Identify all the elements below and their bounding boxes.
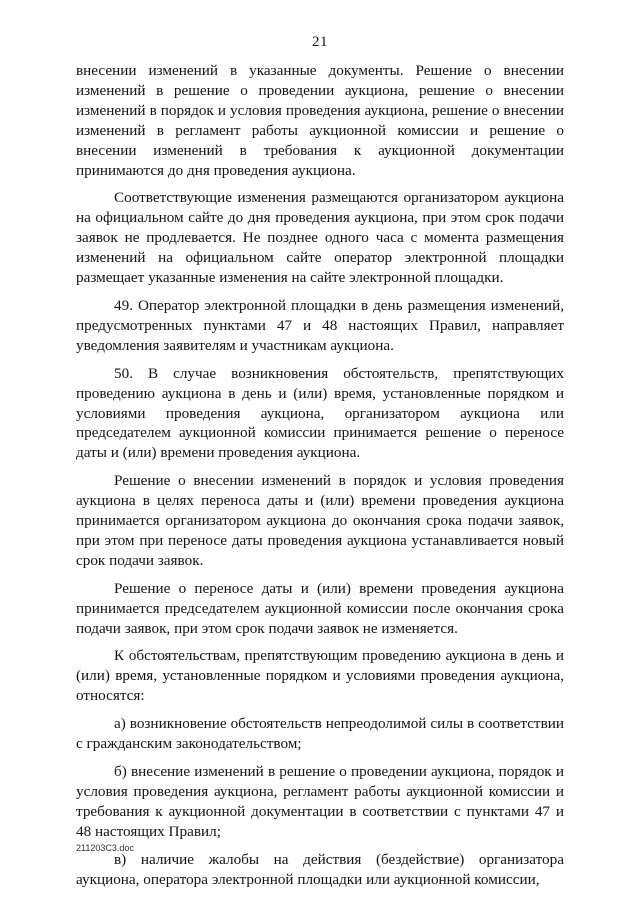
paragraph-postpone-decision: Решение о переносе даты и (или) времени проведения аукциона принимается председателем аукционной комиссии после окончания срока подачи заявок, при этом срок подачи заявок не изменяется. xyxy=(76,579,564,637)
list-item-v: в) наличие жалобы на действия (бездействие) организатора аукциона, оператора электронной площадки или аукционной комиссии, xyxy=(76,850,564,888)
paragraph-change-decision: Решение о внесении изменений в порядок и условия проведения аукциона в целях переноса даты и (или) времени проведения аукциона принимается организатором аукциона до окончания срока подачи заявок, при этом при переносе даты проведения аукциона устанавливается новый срок подачи заявок. xyxy=(76,472,564,569)
page-number: 21 xyxy=(312,34,328,50)
paragraph-continuation: внесении изменений в указанные документы. Решение о внесении изменений в решение о проведении аукциона, решение о внесении изменений в порядок и условия проведения аукциона, решение о внесении изменений в регламент работы аукционной комиссии и решение о внесении изменений в требования к аукционной документации принимаются до дня проведения аукциона. xyxy=(76,62,564,179)
list-item-a: а) возникновение обстоятельств непреодолимой силы в соответствии с гражданским законодательством; xyxy=(76,715,564,753)
paragraph-circumstances: К обстоятельствам, препятствующим проведению аукциона в день и (или) время, установленные порядком и условиями проведения аукциона, относятся: xyxy=(76,647,564,705)
paragraph-publication: Соответствующие изменения размещаются организатором аукциона на официальном сайте до дня проведения аукциона, при этом срок подачи заявок не продлевается. Не позднее одного часа с момента размещения изменений на официальном сайте оператор электронной площадки размещает указанные изменения на сайте электронной площадки. xyxy=(76,189,564,287)
file-name-footer: 211203С3.doc xyxy=(76,843,134,853)
document-body xyxy=(76,61,564,889)
list-item-b: б) внесение изменений в решение о проведении аукциона, порядок и условия проведения аукциона, регламент работы аукционной комиссии и требования к аукционной документации в соответствии с пунктами 47 и 48 настоящих Правил; xyxy=(76,763,564,840)
paragraph-item-50: 50. В случае возникновения обстоятельств, препятствующих проведению аукциона в день и (или) время, установленные порядком и условиями проведения аукциона, организатором аукциона или председателем аукционной комиссии принимается решение о переносе даты и (или) времени проведения аукциона. xyxy=(76,364,564,462)
paragraph-item-49: 49. Оператор электронной площадки в день размещения изменений, предусмотренных пунктами 47 и 48 настоящих Правил, направляет уведомления заявителям и участникам аукциона. xyxy=(76,296,564,354)
